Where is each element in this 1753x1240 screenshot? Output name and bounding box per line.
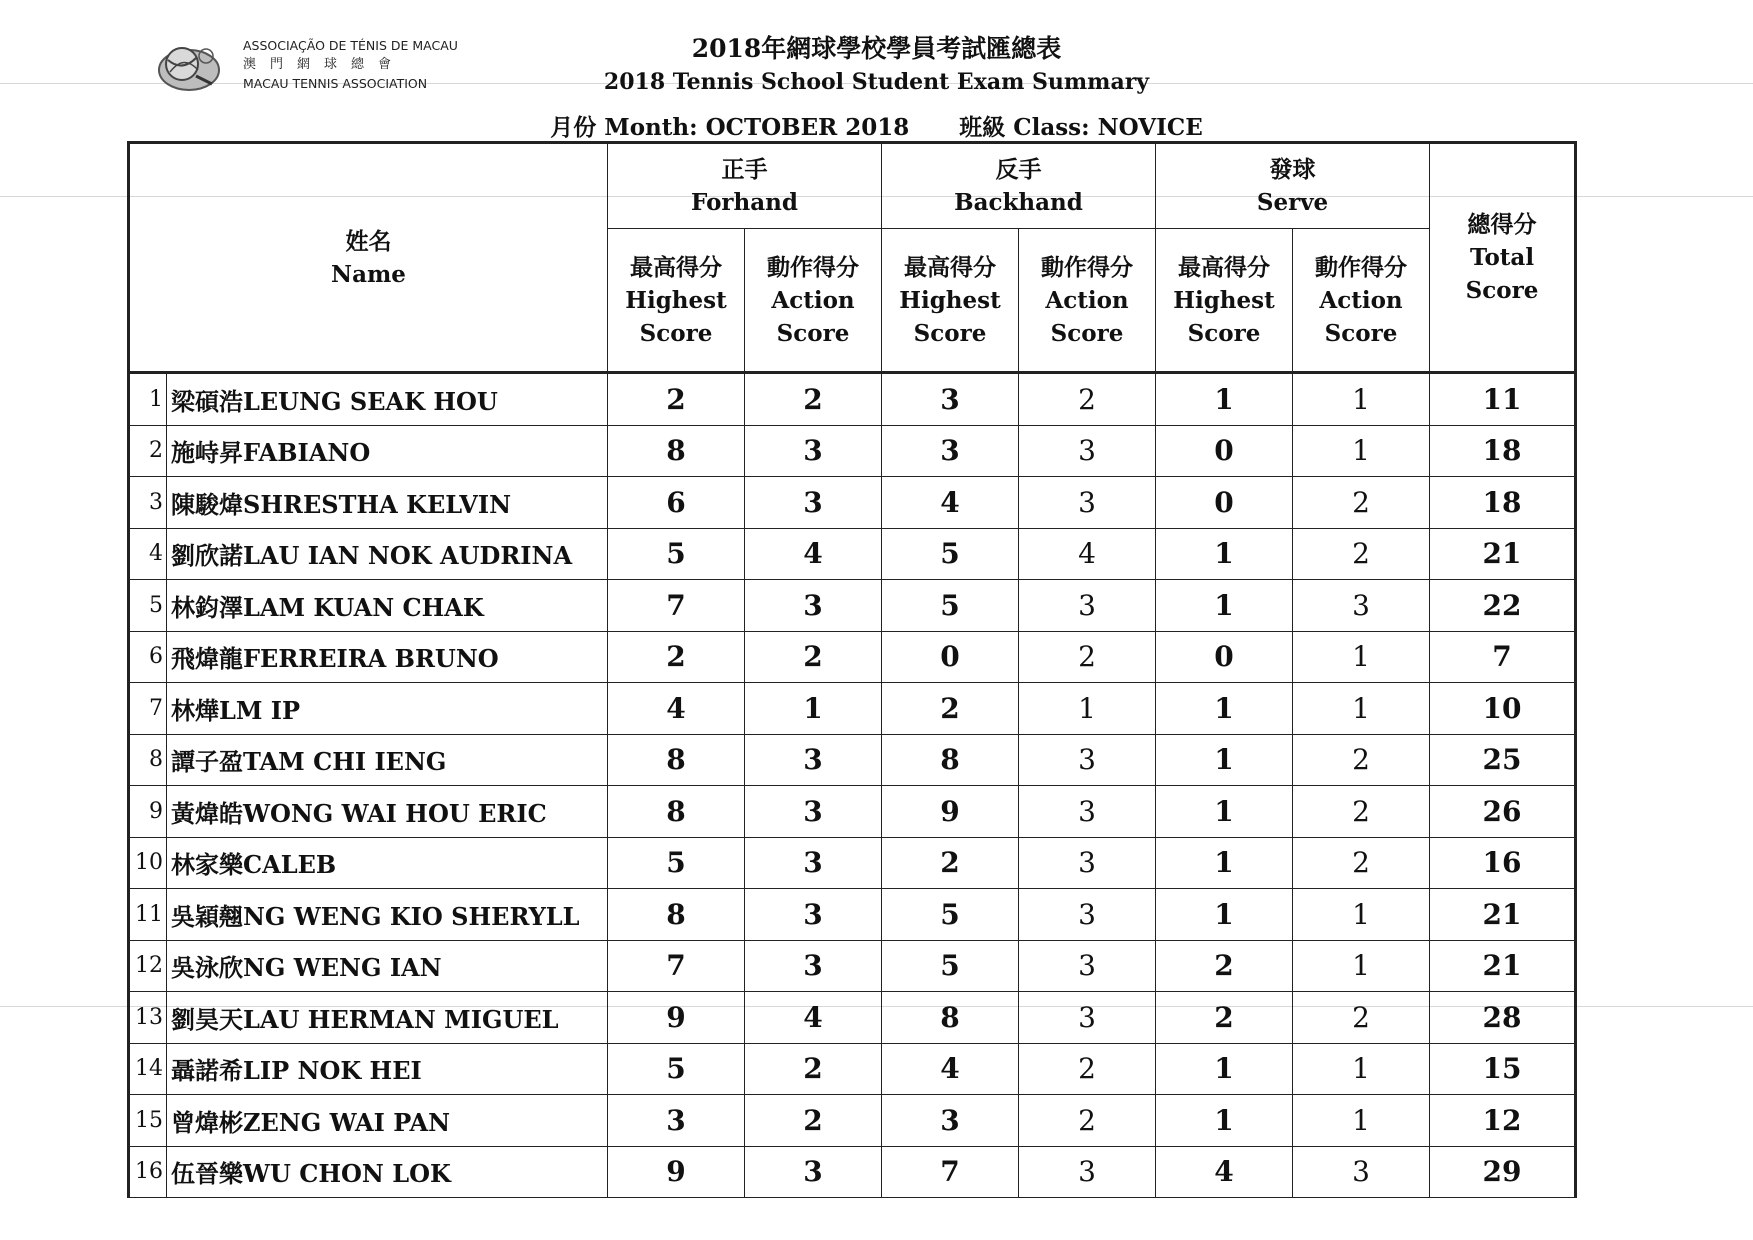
row-number: 13 bbox=[129, 992, 167, 1044]
forhand-highest-score: 5 bbox=[608, 528, 745, 580]
serve-highest-score-header: 最高得分 Highest Score bbox=[1156, 229, 1293, 373]
month-class-line bbox=[0, 109, 1753, 142]
row-number: 8 bbox=[129, 734, 167, 786]
total-score: 28 bbox=[1430, 992, 1576, 1044]
forhand-action-score: 3 bbox=[745, 889, 882, 941]
forhand-action-score: 3 bbox=[745, 837, 882, 889]
serve-action-score: 2 bbox=[1293, 837, 1430, 889]
forhand-highest-score: 8 bbox=[608, 425, 745, 477]
backhand-highest-score: 5 bbox=[882, 940, 1019, 992]
document-title-en: 2018 Tennis School Student Exam Summary bbox=[603, 69, 1150, 95]
table-row bbox=[129, 734, 1576, 786]
backhand-highest-score: 3 bbox=[882, 425, 1019, 477]
backhand-action-score: 3 bbox=[1019, 786, 1156, 838]
total-score: 21 bbox=[1430, 528, 1576, 580]
table-row bbox=[129, 992, 1576, 1044]
document-title-cn: 2018年網球學校學員考試匯總表 bbox=[691, 34, 1062, 63]
serve-highest-score: 1 bbox=[1156, 786, 1293, 838]
student-name: 林家樂CALEB bbox=[167, 837, 608, 889]
row-number: 4 bbox=[129, 528, 167, 580]
serve-highest-score: 1 bbox=[1156, 1043, 1293, 1095]
student-name: 林燁LM IP bbox=[167, 683, 608, 735]
row-number: 16 bbox=[129, 1146, 167, 1198]
table-row bbox=[129, 631, 1576, 683]
serve-action-score: 2 bbox=[1293, 477, 1430, 529]
serve-action-score: 3 bbox=[1293, 580, 1430, 632]
student-name: 劉昊天LAU HERMAN MIGUEL bbox=[167, 992, 608, 1044]
total-score: 29 bbox=[1430, 1146, 1576, 1198]
total-score: 7 bbox=[1430, 631, 1576, 683]
serve-highest-score: 2 bbox=[1156, 940, 1293, 992]
row-number: 11 bbox=[129, 889, 167, 941]
class-label: 班級 Class: bbox=[959, 114, 1090, 141]
forhand-highest-score: 7 bbox=[608, 580, 745, 632]
serve-action-score: 2 bbox=[1293, 734, 1430, 786]
total-score: 15 bbox=[1430, 1043, 1576, 1095]
serve-action-score: 2 bbox=[1293, 786, 1430, 838]
table-row bbox=[129, 528, 1576, 580]
backhand-highest-score: 0 bbox=[882, 631, 1019, 683]
row-number: 7 bbox=[129, 683, 167, 735]
serve-highest-score: 1 bbox=[1156, 683, 1293, 735]
total-score: 22 bbox=[1430, 580, 1576, 632]
forhand-action-score-header: 動作得分 Action Score bbox=[745, 229, 882, 373]
backhand-action-score: 3 bbox=[1019, 992, 1156, 1044]
forhand-highest-score: 2 bbox=[608, 631, 745, 683]
serve-highest-score: 1 bbox=[1156, 734, 1293, 786]
serve-action-score: 1 bbox=[1293, 1095, 1430, 1147]
serve-action-score: 1 bbox=[1293, 683, 1430, 735]
total-score-header: 總得分 Total Score bbox=[1430, 143, 1576, 373]
serve-action-score: 3 bbox=[1293, 1146, 1430, 1198]
student-name: 劉欣諾LAU IAN NOK AUDRINA bbox=[167, 528, 608, 580]
name-column-header: 姓名 Name bbox=[129, 143, 608, 373]
table-row bbox=[129, 683, 1576, 735]
forhand-action-score: 1 bbox=[745, 683, 882, 735]
table-row bbox=[129, 940, 1576, 992]
backhand-highest-score-header: 最高得分 Highest Score bbox=[882, 229, 1019, 373]
forhand-highest-score: 9 bbox=[608, 1146, 745, 1198]
org-name-pt: ASSOCIAÇÃO DE TÉNIS DE MACAU bbox=[243, 38, 458, 53]
forhand-action-score: 2 bbox=[745, 631, 882, 683]
backhand-highest-score: 5 bbox=[882, 889, 1019, 941]
forhand-action-score: 3 bbox=[745, 734, 882, 786]
backhand-action-score: 2 bbox=[1019, 631, 1156, 683]
forhand-action-score: 2 bbox=[745, 1043, 882, 1095]
forhand-action-score: 4 bbox=[745, 992, 882, 1044]
row-number: 14 bbox=[129, 1043, 167, 1095]
backhand-action-score: 1 bbox=[1019, 683, 1156, 735]
serve-action-score: 1 bbox=[1293, 373, 1430, 426]
student-name: 陳駿煒SHRESTHA KELVIN bbox=[167, 477, 608, 529]
student-name: 飛煒龍FERREIRA BRUNO bbox=[167, 631, 608, 683]
row-number: 12 bbox=[129, 940, 167, 992]
forhand-highest-score: 5 bbox=[608, 1043, 745, 1095]
forhand-highest-score: 3 bbox=[608, 1095, 745, 1147]
student-name: 林鈞澤LAM KUAN CHAK bbox=[167, 580, 608, 632]
serve-highest-score: 4 bbox=[1156, 1146, 1293, 1198]
serve-action-score: 1 bbox=[1293, 631, 1430, 683]
forhand-action-score: 3 bbox=[745, 477, 882, 529]
student-name: 譚子盈TAM CHI IENG bbox=[167, 734, 608, 786]
serve-highest-score: 1 bbox=[1156, 528, 1293, 580]
total-score: 11 bbox=[1430, 373, 1576, 426]
serve-highest-score: 1 bbox=[1156, 889, 1293, 941]
backhand-action-score: 4 bbox=[1019, 528, 1156, 580]
backhand-action-score: 3 bbox=[1019, 734, 1156, 786]
row-number: 15 bbox=[129, 1095, 167, 1147]
backhand-highest-score: 8 bbox=[882, 992, 1019, 1044]
table-row bbox=[129, 425, 1576, 477]
row-number: 3 bbox=[129, 477, 167, 529]
serve-highest-score: 1 bbox=[1156, 580, 1293, 632]
backhand-highest-score: 8 bbox=[882, 734, 1019, 786]
serve-highest-score: 0 bbox=[1156, 425, 1293, 477]
serve-highest-score: 1 bbox=[1156, 837, 1293, 889]
backhand-highest-score: 9 bbox=[882, 786, 1019, 838]
backhand-action-score: 2 bbox=[1019, 373, 1156, 426]
class-value: NOVICE bbox=[1097, 114, 1203, 141]
table-row bbox=[129, 889, 1576, 941]
backhand-highest-score: 5 bbox=[882, 528, 1019, 580]
total-score: 25 bbox=[1430, 734, 1576, 786]
student-name: 曾煒彬ZENG WAI PAN bbox=[167, 1095, 608, 1147]
forhand-action-score: 3 bbox=[745, 940, 882, 992]
row-number: 1 bbox=[129, 373, 167, 426]
backhand-highest-score: 3 bbox=[882, 373, 1019, 426]
forhand-highest-score: 8 bbox=[608, 734, 745, 786]
serve-highest-score: 1 bbox=[1156, 373, 1293, 426]
serve-action-score-header: 動作得分 Action Score bbox=[1293, 229, 1430, 373]
backhand-highest-score: 7 bbox=[882, 1146, 1019, 1198]
forhand-action-score: 2 bbox=[745, 1095, 882, 1147]
forhand-highest-score-header: 最高得分 Highest Score bbox=[608, 229, 745, 373]
backhand-action-score: 2 bbox=[1019, 1095, 1156, 1147]
table-row bbox=[129, 786, 1576, 838]
total-score: 10 bbox=[1430, 683, 1576, 735]
serve-action-score: 2 bbox=[1293, 992, 1430, 1044]
backhand-action-score: 3 bbox=[1019, 425, 1156, 477]
table-row bbox=[129, 1146, 1576, 1198]
row-number: 9 bbox=[129, 786, 167, 838]
forhand-action-score: 3 bbox=[745, 1146, 882, 1198]
backhand-action-score: 3 bbox=[1019, 1146, 1156, 1198]
forhand-highest-score: 5 bbox=[608, 837, 745, 889]
month-value: OCTOBER 2018 bbox=[705, 114, 910, 141]
backhand-group-header: 反手 Backhand bbox=[882, 143, 1156, 229]
forhand-action-score: 3 bbox=[745, 425, 882, 477]
backhand-highest-score: 2 bbox=[882, 683, 1019, 735]
forhand-action-score: 3 bbox=[745, 786, 882, 838]
total-score: 21 bbox=[1430, 940, 1576, 992]
total-score: 21 bbox=[1430, 889, 1576, 941]
student-rows bbox=[129, 373, 1576, 1198]
forhand-highest-score: 2 bbox=[608, 373, 745, 426]
serve-highest-score: 1 bbox=[1156, 1095, 1293, 1147]
total-score: 26 bbox=[1430, 786, 1576, 838]
backhand-action-score-header: 動作得分 Action Score bbox=[1019, 229, 1156, 373]
serve-highest-score: 2 bbox=[1156, 992, 1293, 1044]
backhand-action-score: 2 bbox=[1019, 1043, 1156, 1095]
backhand-action-score: 3 bbox=[1019, 477, 1156, 529]
serve-action-score: 1 bbox=[1293, 425, 1430, 477]
student-name: 梁碩浩LEUNG SEAK HOU bbox=[167, 373, 608, 426]
backhand-action-score: 3 bbox=[1019, 940, 1156, 992]
forhand-highest-score: 6 bbox=[608, 477, 745, 529]
forhand-highest-score: 4 bbox=[608, 683, 745, 735]
exam-summary-table bbox=[127, 141, 1577, 1198]
org-name-en: MACAU TENNIS ASSOCIATION bbox=[243, 76, 428, 91]
table-row bbox=[129, 1095, 1576, 1147]
serve-highest-score: 0 bbox=[1156, 631, 1293, 683]
total-score: 18 bbox=[1430, 425, 1576, 477]
month-label: 月份 Month: bbox=[550, 114, 698, 141]
serve-action-score: 1 bbox=[1293, 889, 1430, 941]
table-row bbox=[129, 1043, 1576, 1095]
row-number: 5 bbox=[129, 580, 167, 632]
backhand-highest-score: 5 bbox=[882, 580, 1019, 632]
serve-action-score: 1 bbox=[1293, 940, 1430, 992]
student-name: 施峙昇FABIANO bbox=[167, 425, 608, 477]
org-name-cn: 澳門網球總會 bbox=[243, 57, 406, 72]
forhand-action-score: 4 bbox=[745, 528, 882, 580]
backhand-action-score: 3 bbox=[1019, 580, 1156, 632]
backhand-highest-score: 3 bbox=[882, 1095, 1019, 1147]
student-name: 黃煒皓WONG WAI HOU ERIC bbox=[167, 786, 608, 838]
forhand-highest-score: 8 bbox=[608, 889, 745, 941]
student-name: 聶諾希LIP NOK HEI bbox=[167, 1043, 608, 1095]
forhand-group-header: 正手 Forhand bbox=[608, 143, 882, 229]
backhand-action-score: 3 bbox=[1019, 889, 1156, 941]
backhand-highest-score: 2 bbox=[882, 837, 1019, 889]
forhand-highest-score: 8 bbox=[608, 786, 745, 838]
serve-action-score: 2 bbox=[1293, 528, 1430, 580]
student-name: 伍晉樂WU CHON LOK bbox=[167, 1146, 608, 1198]
table-row bbox=[129, 477, 1576, 529]
forhand-highest-score: 7 bbox=[608, 940, 745, 992]
row-number: 6 bbox=[129, 631, 167, 683]
backhand-highest-score: 4 bbox=[882, 1043, 1019, 1095]
row-number: 2 bbox=[129, 425, 167, 477]
table-row bbox=[129, 373, 1576, 426]
serve-highest-score: 0 bbox=[1156, 477, 1293, 529]
total-score: 12 bbox=[1430, 1095, 1576, 1147]
forhand-action-score: 2 bbox=[745, 373, 882, 426]
student-name: 吳泳欣NG WENG IAN bbox=[167, 940, 608, 992]
backhand-action-score: 3 bbox=[1019, 837, 1156, 889]
serve-action-score: 1 bbox=[1293, 1043, 1430, 1095]
forhand-highest-score: 9 bbox=[608, 992, 745, 1044]
row-number: 10 bbox=[129, 837, 167, 889]
serve-group-header: 發球 Serve bbox=[1156, 143, 1430, 229]
total-score: 18 bbox=[1430, 477, 1576, 529]
table-row bbox=[129, 580, 1576, 632]
total-score: 16 bbox=[1430, 837, 1576, 889]
student-name: 吳穎翹NG WENG KIO SHERYLL bbox=[167, 889, 608, 941]
forhand-action-score: 3 bbox=[745, 580, 882, 632]
backhand-highest-score: 4 bbox=[882, 477, 1019, 529]
table-row bbox=[129, 837, 1576, 889]
